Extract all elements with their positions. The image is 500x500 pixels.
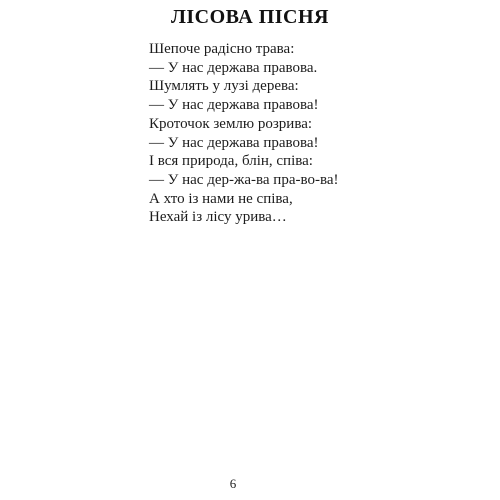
poem-line: Шумлять у лузі дерева: [149, 78, 299, 95]
poem-line: — У нас держава правова! [149, 97, 319, 114]
poem-line: — У нас дер-жа-ва пра-во-ва! [149, 171, 339, 188]
poem-line: А хто із нами не співа, [149, 190, 293, 207]
poem-line: — У нас держава правова! [149, 134, 319, 151]
poem-title: ЛІСОВА ПІСНЯ [171, 6, 329, 28]
page-number: 6 [229, 476, 237, 491]
poem-line: Шепоче радісно трава: [149, 41, 295, 57]
poem-line: Кроточок землю розрива: [149, 115, 313, 132]
poem-body [149, 40, 339, 227]
poem-line: І вся природа, блін, співа: [149, 153, 313, 170]
poem-line: — У нас держава правова. [149, 59, 318, 76]
poem-line: Нехай із лісу урива… [149, 209, 287, 226]
